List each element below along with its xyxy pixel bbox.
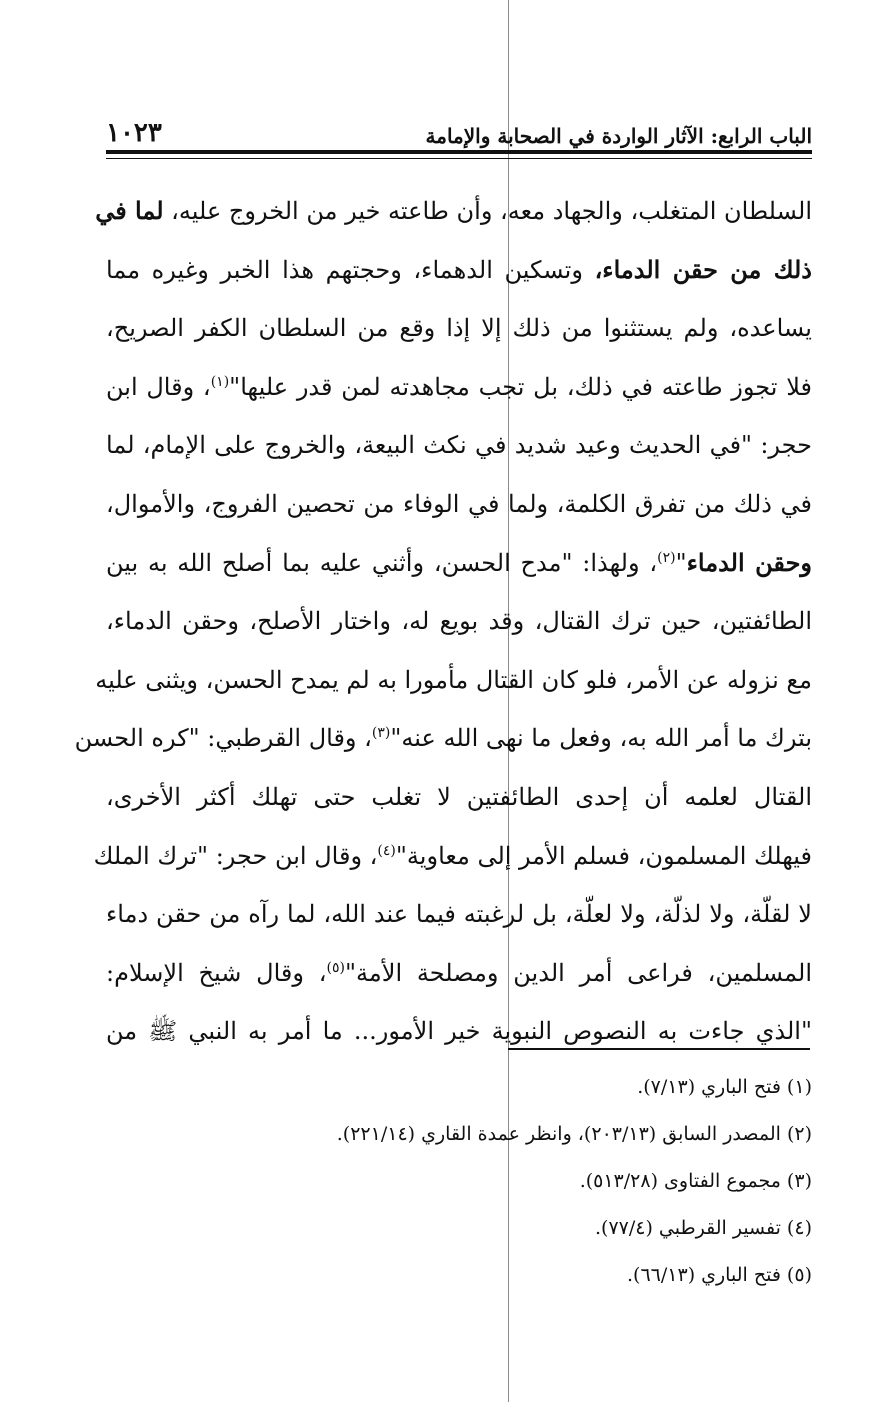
text-segment: لا لقلّة، ولا لذلّة، ولا لعلّة، بل لرغبته فيما عند الله، لما رآه من حقن دماء [106,900,812,929]
text-line [106,944,812,1003]
text-line [106,299,812,358]
footnote-item: (٤) تفسير القرطبي (٧٧/٤). [595,1217,812,1239]
footnote-ref: (٢) [657,549,676,566]
text-segment: حجر: "في الحديث وعيد شديد في نكث البيعة، والخروج على الإمام، لما [106,431,812,460]
text-line [106,534,812,593]
page-number: ١٠٢٣ [106,118,162,148]
text-line [106,768,812,827]
running-header [106,108,812,148]
footnote-item: (٢) المصدر السابق (٢٠٣/١٣)، وانظر عمدة القاري (٢٢١/١٤). [336,1123,812,1145]
footnote-ref: (١) [210,373,230,390]
main-text [74,182,812,1061]
text-line [106,416,812,475]
footnote-item: (٥) فتح الباري (٦٦/١٣). [627,1264,812,1286]
text-segment: فيهلك المسلمون، فسلم الأمر إلى معاوية" [395,841,812,870]
text-line [106,475,812,534]
footnote-item: (٣) مجموع الفتاوى (٥١٣/٢٨). [579,1170,812,1192]
footnote-item: (١) فتح الباري (٧/١٣). [637,1076,812,1098]
text-segment: ، وقال القرطبي: "كره الحسن [74,724,372,753]
footnotes [106,1064,812,1299]
text-segment: ، وقال ابن حجر: "ترك الملك [93,841,378,870]
chapter-title: الباب الرابع: الآثار الواردة في الصحابة والإمامة [425,124,812,148]
text-segment: السلطان المتغلب، والجهاد معه، وأن طاعته خير من الخروج عليه، [163,197,812,225]
text-segment: وتسكين الدهماء، وحجتهم هذا الخبر وغيره مما [106,255,595,284]
text-segment: في ذلك من تفرق الكلمة، ولما في الوفاء من تحصين الفروج، والأموال، [106,489,812,518]
bold-phrase: وحقن الدماء [686,547,812,577]
footnote-ref: (٣) [371,725,391,742]
bold-phrase: لما في [95,196,164,225]
footnote-ref: (٤) [377,842,396,859]
text-segment: ، ولهذا: "مدح الحسن، وأثني عليه بما أصلح الله به بين [106,548,658,577]
text-line [106,1002,812,1061]
text-segment: ، وقال شيخ الإسلام: [106,958,327,987]
text-line [95,182,812,241]
text-segment: فلا تجوز طاعته في ذلك، بل تجب مجاهدته لمن قدر عليها" [229,372,812,401]
text-segment: " [675,548,687,577]
text-segment: يساعده، ولم يستثنوا من ذلك إلا إذا وقع من السلطان الكفر الصريح، [106,314,812,343]
text-line [106,358,812,417]
text-line [93,827,812,886]
text-segment: القتال لعلمه أن إحدى الطائفتين لا تغلب حتى تهلك أكثر الأخرى، [106,782,812,811]
footnote-ref: (٥) [326,959,345,976]
text-line [74,709,812,768]
text-segment: "الذي جاءت به النصوص النبوية خير الأمور... ما أمر به النبي ﷺ من [106,1017,812,1046]
text-segment: المسلمين، فراعى أمر الدين ومصلحة الأمة" [345,958,812,987]
footnote-separator [508,1048,810,1050]
text-segment: الطائفتين، حين ترك القتال، وقد بويع له، واختار الأصلح، وحقن الدماء، [106,607,812,636]
text-segment: مع نزوله عن الأمر، فلو كان القتال مأمورا به لم يمدح الحسن، ويثنى عليه [95,665,812,694]
text-line [95,651,812,710]
text-segment: بترك ما أمر الله به، وفعل ما نهى الله عنه" [390,724,812,753]
text-line [106,241,812,300]
text-line [106,885,812,944]
header-rule-thick [106,150,812,154]
bold-phrase: ذلك من حقن الدماء، [594,254,812,284]
header-rule-thin [106,158,812,159]
text-line [106,592,812,651]
text-segment: ، وقال ابن [106,372,211,401]
